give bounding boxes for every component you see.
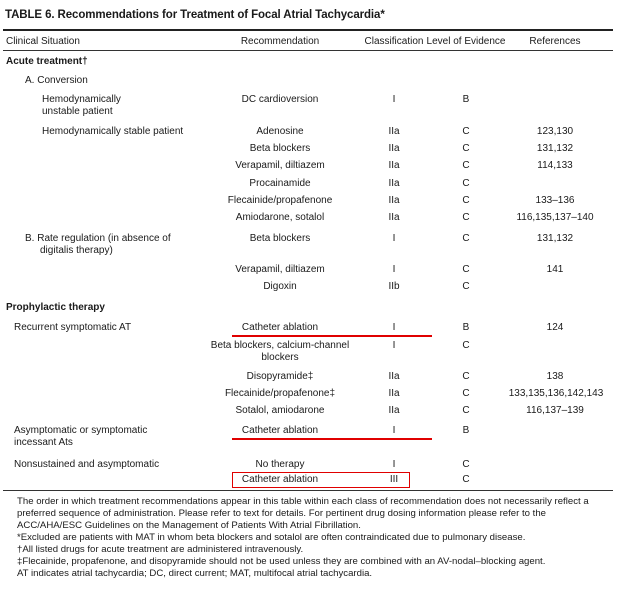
cls-adenosine: IIa xyxy=(388,126,400,137)
footnote-intravenous: †All listed drugs for acute treatment are administered intravenously. xyxy=(17,544,304,555)
rec-dc-cardioversion: DC cardioversion xyxy=(241,94,319,105)
ref-catheter-ablation-recurrent: 124 xyxy=(546,322,564,333)
cls-disopyramide: IIa xyxy=(388,371,400,382)
rec-flecainide-prophylactic: Flecainide/propafenone‡ xyxy=(224,388,336,399)
table-title: TABLE 6. Recommendations for Treatment of Focal Atrial Tachycardia* xyxy=(5,9,385,21)
cls-flecainide: IIa xyxy=(388,195,400,206)
rec-sotalol-amiodarone: Sotalol, amiodarone xyxy=(235,405,325,416)
rec-adenosine: Adenosine xyxy=(256,126,304,137)
cls-beta-blockers: IIa xyxy=(388,143,400,154)
loe-digoxin: C xyxy=(462,281,470,292)
ref-verapamil: 114,133 xyxy=(537,160,573,171)
loe-adenosine: C xyxy=(462,126,470,137)
subsection-rate-regulation-1: B. Rate regulation (in absence of xyxy=(25,233,171,244)
loe-sotalol-amiodarone: C xyxy=(462,405,470,416)
cls-rate-beta-blockers: I xyxy=(392,233,396,244)
loe-procainamide: C xyxy=(462,178,470,189)
rec-rate-verapamil: Verapamil, diltiazem xyxy=(235,264,325,275)
rec-flecainide: Flecainide/propafenone xyxy=(227,195,333,206)
footnote-order: The order in which treatment recommendations appear in this table within each class of recommendation does not necessarily reflect a preferred sequence of administration. Please refer to text for details. For pertinent drug dosing information please refer to the ACC/AHA/ESC Guidelines on the Management of Patients With Atrial Fibrillation. xyxy=(17,496,589,531)
loe-rate-beta-blockers: C xyxy=(462,233,470,244)
header-classification: Classification xyxy=(364,36,424,47)
header-level-of-evidence: Level of Evidence xyxy=(426,36,506,47)
loe-catheter-ablation-incessant: B xyxy=(462,425,470,436)
cls-catheter-ablation-recurrent: I xyxy=(392,322,396,333)
footnote-flecainide: ‡Flecainide, propafenone, and disopyramide should not be used unless they are combined with an AV-nodal–blocking agent. xyxy=(17,556,546,567)
ref-adenosine: 123,130 xyxy=(536,126,574,137)
footnote-abbreviations: AT indicates atrial tachycardia; DC, direct current; MAT, multifocal atrial tachycardia. xyxy=(17,568,373,579)
loe-dc: B xyxy=(462,94,470,105)
rec-beta-blockers: Beta blockers xyxy=(249,143,311,154)
ref-beta-blockers: 131,132 xyxy=(536,143,574,154)
loe-flecainide-prophylactic: C xyxy=(462,388,470,399)
header-recommendation: Recommendation xyxy=(240,36,320,47)
situation-unstable-2: unstable patient xyxy=(42,106,113,117)
cls-beta-calcium: I xyxy=(392,340,396,351)
situation-stable: Hemodynamically stable patient xyxy=(42,126,184,137)
cls-rate-verapamil: I xyxy=(392,264,396,275)
cls-digoxin: IIb xyxy=(388,281,400,292)
loe-catheter-ablation-nonsustained: C xyxy=(462,474,470,485)
table-footnotes xyxy=(5,496,610,580)
situation-unstable-1: Hemodynamically xyxy=(42,94,121,105)
rec-catheter-ablation-recurrent: Catheter ablation xyxy=(241,322,319,333)
rec-catheter-ablation-nonsustained: Catheter ablation xyxy=(241,474,319,485)
header-clinical-situation: Clinical Situation xyxy=(6,36,80,47)
ref-flecainide-prophylactic: 133,135,136,142,143 xyxy=(508,388,604,399)
rec-disopyramide: Disopyramide‡ xyxy=(246,371,314,382)
section-prophylactic-therapy: Prophylactic therapy xyxy=(6,302,105,313)
ref-sotalol-amiodarone: 116,137–139 xyxy=(526,405,584,416)
situation-recurrent: Recurrent symptomatic AT xyxy=(14,322,132,333)
loe-disopyramide: C xyxy=(462,371,470,382)
loe-amiodarone: C xyxy=(462,212,470,223)
rec-no-therapy: No therapy xyxy=(255,459,305,470)
rec-catheter-ablation-incessant: Catheter ablation xyxy=(241,425,319,436)
loe-beta-blockers: C xyxy=(462,143,470,154)
cls-procainamide: IIa xyxy=(388,178,400,189)
rec-beta-calcium-1: Beta blockers, calcium-channel xyxy=(210,340,350,351)
situation-incessant-2: incessant Ats xyxy=(14,437,73,448)
loe-flecainide: C xyxy=(462,195,470,206)
header-rule xyxy=(3,50,613,51)
cls-catheter-ablation-nonsustained: III xyxy=(389,474,399,485)
rec-amiodarone: Amiodarone, sotalol xyxy=(235,212,325,223)
rec-verapamil: Verapamil, diltiazem xyxy=(235,160,325,171)
footnote-excluded: *Excluded are patients with MAT in whom beta blockers and sotalol are often contraindicated due to pulmonary disease. xyxy=(17,532,526,543)
loe-verapamil: C xyxy=(462,160,470,171)
cls-no-therapy: I xyxy=(392,459,396,470)
cls-verapamil: IIa xyxy=(388,160,400,171)
cls-amiodarone: IIa xyxy=(388,212,400,223)
rec-rate-beta-blockers: Beta blockers xyxy=(249,233,311,244)
highlight-underline-2 xyxy=(232,438,432,440)
loe-no-therapy: C xyxy=(462,459,470,470)
situation-incessant-1: Asymptomatic or symptomatic xyxy=(14,425,148,436)
ref-rate-beta-blockers: 131,132 xyxy=(536,233,574,244)
cls-catheter-ablation-incessant: I xyxy=(392,425,396,436)
loe-beta-calcium: C xyxy=(462,340,470,351)
subsection-rate-regulation-2: digitalis therapy) xyxy=(40,245,113,256)
cls-dc: I xyxy=(392,94,396,105)
ref-disopyramide: 138 xyxy=(546,371,564,382)
table-bottom-rule xyxy=(3,490,613,491)
loe-catheter-ablation-recurrent: B xyxy=(462,322,470,333)
loe-rate-verapamil: C xyxy=(462,264,470,275)
situation-nonsustained: Nonsustained and asymptomatic xyxy=(14,459,160,470)
ref-amiodarone: 116,135,137–140 xyxy=(516,212,594,223)
section-acute-treatment: Acute treatment† xyxy=(6,56,88,67)
cls-sotalol-amiodarone: IIa xyxy=(388,405,400,416)
highlight-underline-1 xyxy=(232,335,432,337)
ref-rate-verapamil: 141 xyxy=(546,264,564,275)
rec-beta-calcium-2: blockers xyxy=(261,352,299,363)
cls-flecainide-prophylactic: IIa xyxy=(388,388,400,399)
subsection-conversion: A. Conversion xyxy=(25,75,88,86)
rec-procainamide: Procainamide xyxy=(249,178,311,189)
ref-flecainide: 133–136 xyxy=(535,195,575,206)
header-references: References xyxy=(529,36,581,47)
title-rule xyxy=(3,29,613,31)
rec-digoxin: Digoxin xyxy=(263,281,297,292)
